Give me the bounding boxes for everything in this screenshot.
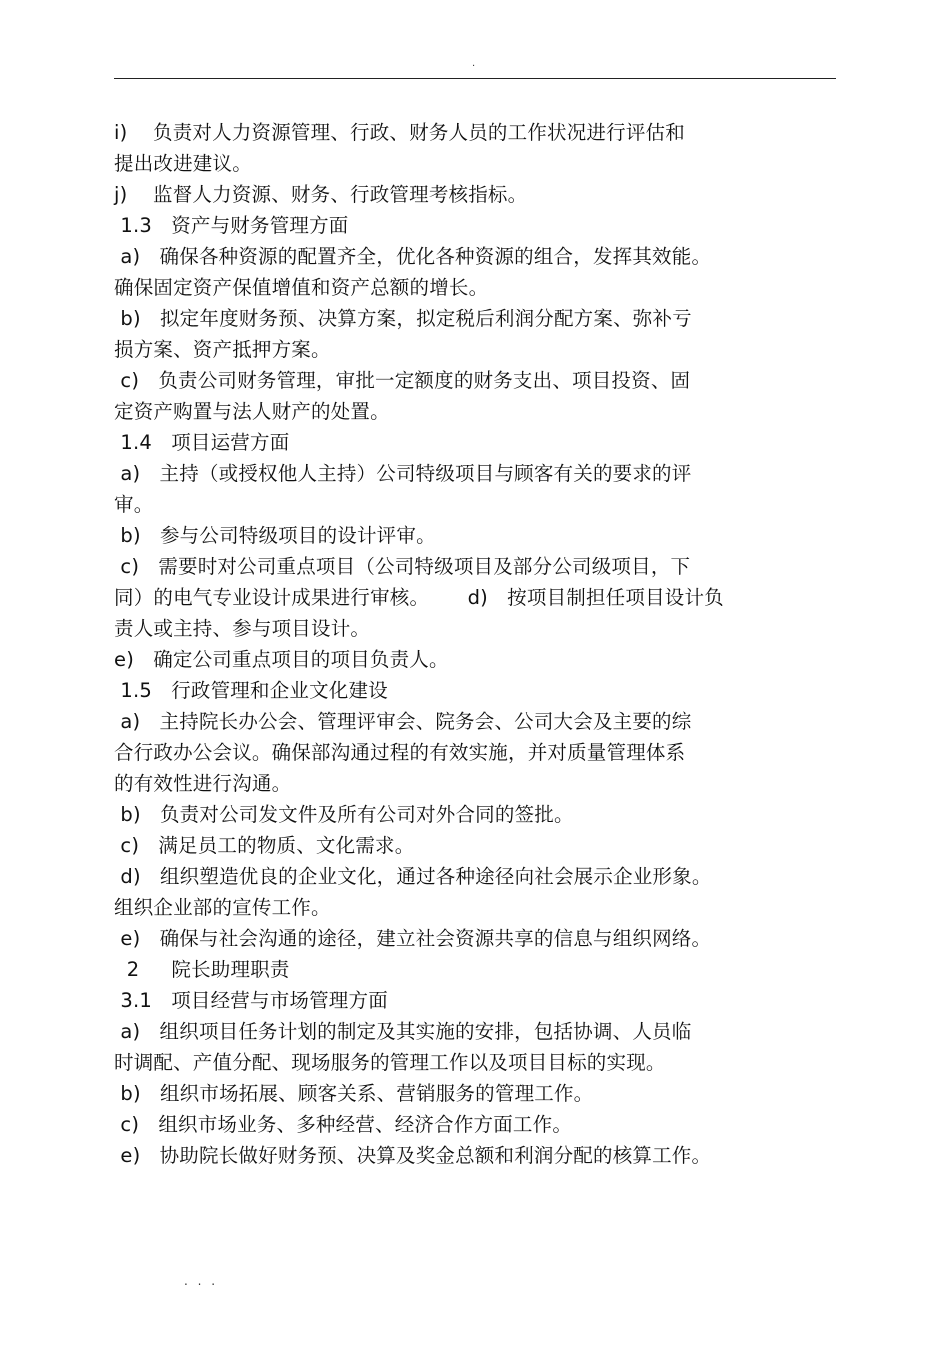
text-line: a) 确保各种资源的配置齐全，优化各种资源的组合，发挥其效能。 (114, 245, 712, 268)
text-line: e) 确保与社会沟通的途径，建立社会资源共享的信息与组织网络。 (114, 927, 712, 950)
text-line: 确保固定资产保值增值和资产总额的增长。 (114, 276, 489, 299)
text-line: d) 组织塑造优良的企业文化，通过各种途径向社会展示企业形象。 (114, 865, 712, 888)
header-rule (114, 78, 836, 79)
text-line: e) 确定公司重点项目的项目负责人。 (114, 648, 449, 671)
text-line: 定资产购置与法人财产的处置。 (114, 400, 390, 423)
text-line: 1.5 行政管理和企业文化建设 (114, 679, 388, 702)
text-line: a) 主持（或授权他人主持）公司特级项目与顾客有关的要求的评 (114, 462, 692, 485)
text-line: b) 参与公司特级项目的设计评审。 (114, 524, 436, 547)
text-line: c) 负责公司财务管理，审批一定额度的财务支出、项目投资、固 (114, 369, 691, 392)
text-line: c) 满足员工的物质、文化需求。 (114, 834, 415, 857)
text-line: 组织企业部的宣传工作。 (114, 896, 331, 919)
text-line: b) 拟定年度财务预、决算方案，拟定税后利润分配方案、弥补亏 (114, 307, 692, 330)
text-line: 损方案、资产抵押方案。 (114, 338, 331, 361)
text-line: 责人或主持、参与项目设计。 (114, 617, 371, 640)
footer-mark: . . . (184, 1274, 219, 1288)
header-mark: . (472, 58, 476, 69)
text-line: 同）的电气专业设计成果进行审核。 d) 按项目制担任项目设计负 (114, 586, 724, 609)
text-line: j) 监督人力资源、财务、行政管理考核指标。 (114, 183, 528, 206)
text-line: 合行政办公会议。确保部沟通过程的有效实施，并对质量管理体系 (114, 741, 686, 764)
text-line: e) 协助院长做好财务预、决算及奖金总额和利润分配的核算工作。 (114, 1144, 712, 1167)
text-line: a) 主持院长办公会、管理评审会、院务会、公司大会及主要的综 (114, 710, 692, 733)
text-line: 2 院长助理职责 (114, 958, 290, 981)
document-body (114, 117, 804, 1171)
text-line: 提出改进建议。 (114, 152, 252, 175)
text-line: 的有效性进行沟通。 (114, 772, 292, 795)
text-line: i) 负责对人力资源管理、行政、财务人员的工作状况进行评估和 (114, 121, 685, 144)
text-line: b) 组织市场拓展、顾客关系、营销服务的管理工作。 (114, 1082, 594, 1105)
text-line: c) 组织市场业务、多种经营、经济合作方面工作。 (114, 1113, 573, 1136)
text-line: c) 需要时对公司重点项目（公司特级项目及部分公司级项目，下 (114, 555, 691, 578)
text-line: 1.3 资产与财务管理方面 (114, 214, 349, 237)
text-line: 1.4 项目运营方面 (114, 431, 290, 454)
text-line: b) 负责对公司发文件及所有公司对外合同的签批。 (114, 803, 574, 826)
text-line: a) 组织项目任务计划的制定及其实施的安排，包括协调、人员临 (114, 1020, 692, 1043)
text-line: 3.1 项目经营与市场管理方面 (114, 989, 388, 1012)
text-line: 时调配、产值分配、现场服务的管理工作以及项目目标的实现。 (114, 1051, 666, 1074)
text-line: 审。 (114, 493, 154, 516)
